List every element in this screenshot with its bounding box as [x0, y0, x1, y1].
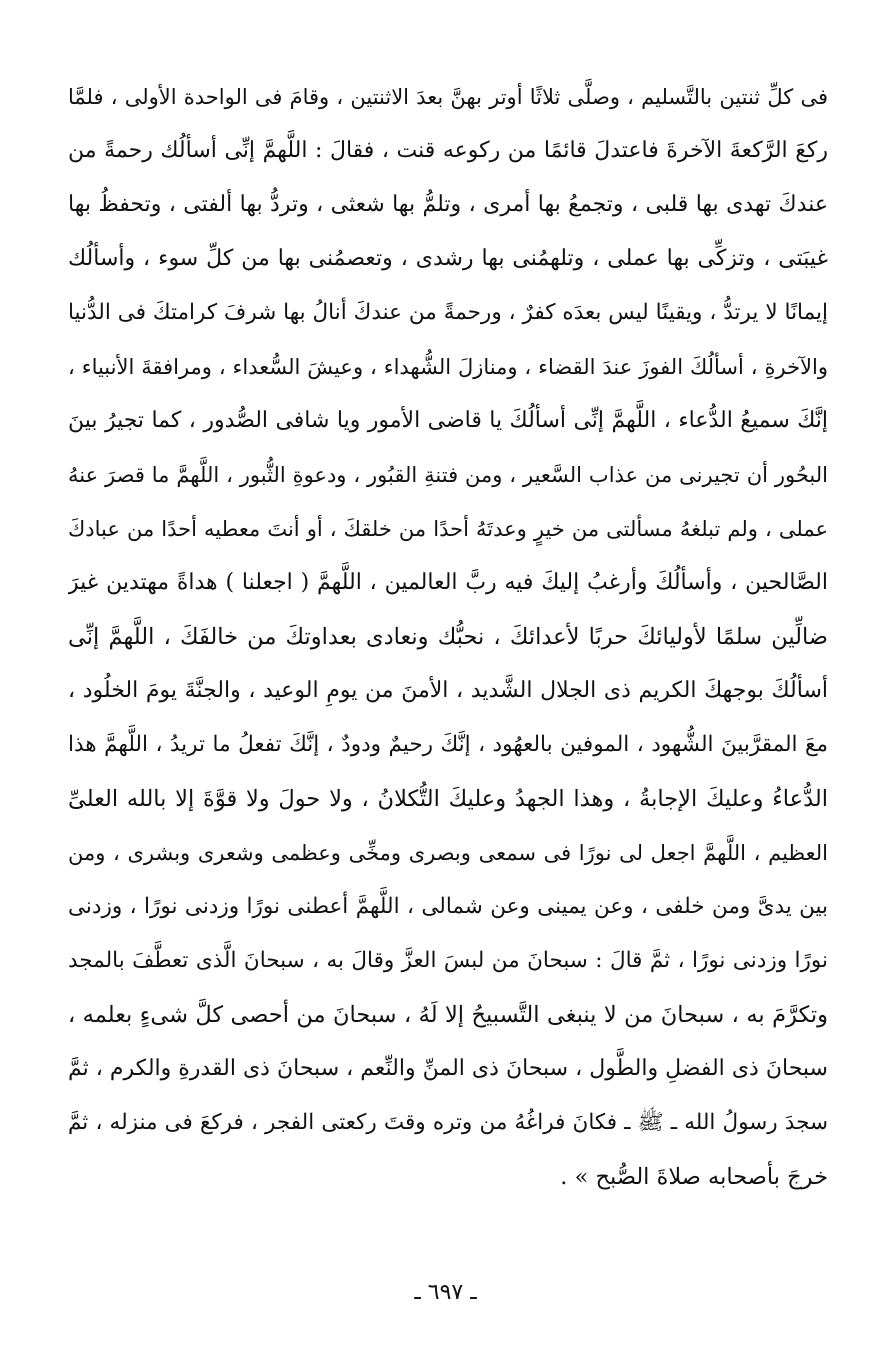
text-line: خرجَ بأصحابه صلاةَ الصُّبح » . — [560, 1164, 828, 1190]
text-line: إيمانًا لا يرتدُّ ، ويقينًا ليس بعدَه كفرٌ ، ورحمةً من عندكَ أنالُ بها شرفَ كرامتكَ فى الدُّنيا — [68, 300, 828, 325]
text-line: ركعَ الرَّكعةَ الآخرةَ فاعتدلَ قائمًا من ركوعه قنت ، فقالَ : اللَّهمَّ إنِّى أسألُك رحمةً من — [68, 138, 828, 163]
text-line: أسألُكَ بوجهكَ الكريم ذى الجلال الشَّديد ، الأمنَ من يومِ الوعيد ، والجنَّةَ يومَ الخلُود ، — [68, 678, 828, 703]
text-line: ضالِّين سلمًا لأوليائكَ حربًا لأعدائكَ ، نحبُّك ونعادى بعداوتكَ من خالفَكَ ، اللَّهمَّ إنِّى — [68, 624, 828, 650]
text-line: سبحانَ ذى الفضلِ والطَّول ، سبحانَ ذى المنِّ والنِّعم ، سبحانَ ذى القدرةِ والكرم ، ثمَّ — [68, 1056, 828, 1081]
text-line: العظيم ، اللَّهمَّ اجعل لى نورًا فى سمعى وبصرى ومخِّى وعظمى وشعرى وبشرى ، ومن — [68, 841, 828, 865]
text-line: نورًا وزدنى نورًا ، ثمَّ قالَ : سبحانَ من لبسَ العزَّ وقالَ به ، سبحانَ الَّذى تعطَّفَ بالمجد — [68, 948, 828, 973]
text-line: والآخرةِ ، أسألُكَ الفوزَ عندَ القضاء ، ومنازلَ الشُّهداء ، وعيشَ السُّعداء ، ومرافقةَ الأنبياء ، — [68, 355, 828, 379]
text-line: البحُور أن تجيرنى من عذاب السَّعير ، ومن فتنةِ القبُور ، ودعوةِ الثُّبور ، اللَّهمَّ ما قصرَ عنهُ — [68, 463, 828, 487]
text-line: الصَّالحين ، وأسألُكَ وأرغبُ إليكَ فيه ربَّ العالمين ، اللَّهمَّ ( اجعلنا ) هداةً مهتدين غيرَ — [68, 570, 828, 595]
text-line: وتكرَّمَ به ، سبحانَ من لا ينبغى التَّسبيحُ إلا لَهُ ، سبحانَ من أحصى كلَّ شىءٍ بعلمه ، — [68, 1002, 828, 1028]
text-line: فى كلِّ ثنتين بالتَّسليم ، وصلَّى ثلاثًا أوتر بهنَّ بعدَ الاثنتين ، وقامَ فى الواحدة الأولى ، فلمَّا — [68, 85, 828, 109]
page-body — [68, 70, 828, 1204]
text-line: الدُّعاءُ وعليكَ الإجابةُ ، وهذا الجهدُ وعليكَ التُّكلانُ ، ولا حولَ ولا قوَّةَ إلا بالله العلىِّ — [68, 786, 828, 812]
text-line: سجدَ رسولُ الله ـ ﷺ ـ فكانَ فراغُهُ من وتره وقتَ ركعتى الفجر ، فركعَ فى منزله ، ثمَّ — [68, 1110, 828, 1135]
text-line: إنَّكَ سميعُ الدُّعاء ، اللَّهمَّ إنِّى أسألُكَ يا قاضى الأمور ويا شافى الصُّدور ، كما تجيرُ بينَ — [68, 408, 828, 433]
text-line: بين يدىَّ ومن خلفى ، وعن يمينى وعن شمالى ، اللَّهمَّ أعطنى نورًا وزدنى نورًا ، وزدنى — [68, 894, 828, 919]
page-number: ـ ٦٩٧ ـ — [414, 1280, 477, 1305]
text-line: معَ المقرَّبينَ الشُّهود ، الموفين بالعهُود ، إنَّكَ رحيمٌ ودودٌ ، إنَّكَ تفعلُ ما تريدُ ، اللَّهمَّ هذا — [68, 732, 828, 757]
text-line: غيبَتى ، وتزكِّى بها عملى ، وتلهمُنى بها رشدى ، وتعصمُنى بها من كلِّ سوء ، وأسألُك — [68, 246, 828, 271]
text-line: عندكَ تهدى بها قلبى ، وتجمعُ بها أمرى ، وتلمُّ بها شعثى ، وتردُّ بها ألفتى ، وتحفظُ بها — [68, 192, 828, 217]
text-line: عملى ، ولم تبلغهُ مسألتى من خيرٍ وعدتَهُ أحدًا من خلقكَ ، أو أنتَ معطيه أحدًا من عبادكَ — [68, 517, 828, 541]
